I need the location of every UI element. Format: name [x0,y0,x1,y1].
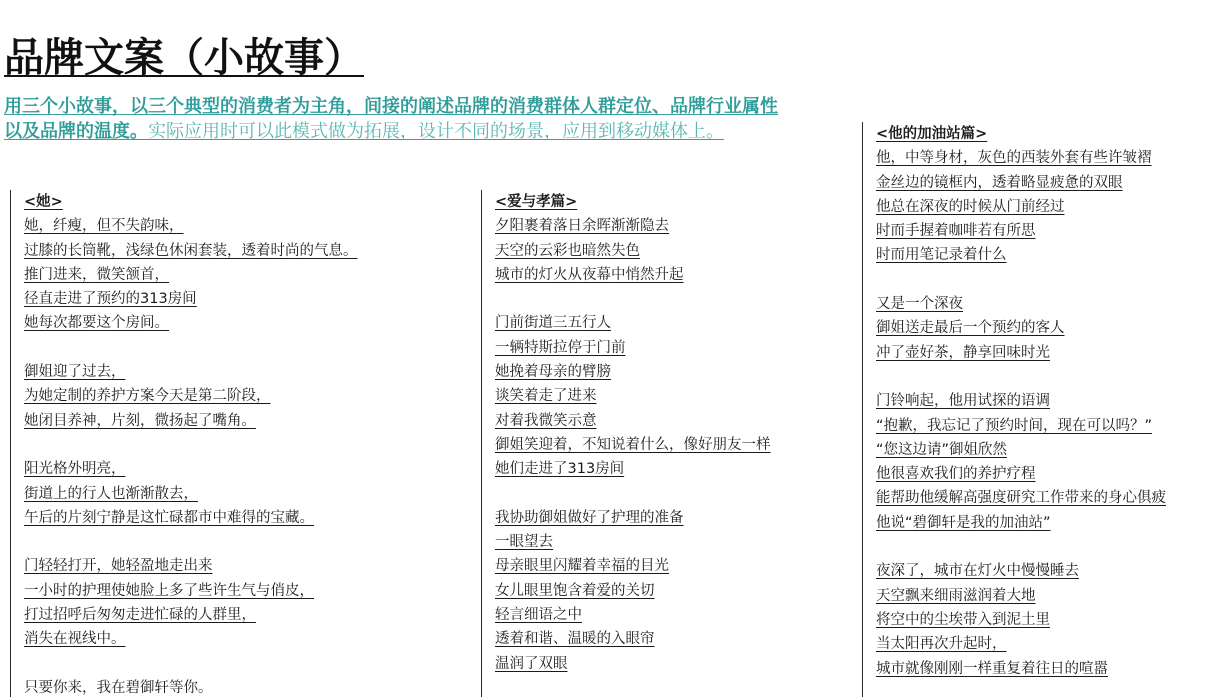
story-line-text: 天空飘来细雨滋润着大地 [876,587,1036,604]
story-line [24,239,479,263]
story-lines [495,190,840,676]
story-line [876,292,1210,316]
story-line [24,263,479,287]
story-line-text: 城市就像刚刚一样重复着往日的喧嚣 [876,660,1108,677]
story-line-text: 消失在视线中。 [24,631,126,648]
intro-paragraph [4,95,784,144]
story-line-text: 径直走进了预约的313房间 [24,291,197,308]
story-line [24,311,479,335]
story-line [495,554,840,578]
story-line-text: 街道上的行人也渐渐散去， [24,485,198,502]
story-line-text: 推门进来，微笑颔首， [24,266,169,283]
story-heading-text: <他的加油站篇> [876,126,988,142]
story-line-text: 她们走进了313房间 [495,461,625,478]
story-line-text: “抱歉，我忘记了预约时间，现在可以吗？” [876,417,1153,434]
story-heading-text: <她> [24,194,63,210]
story-line-text: 一辆特斯拉停于门前 [495,339,626,356]
story-line [876,341,1210,365]
story-line-text: 他，中等身材，灰色的西装外套有些许皱褶 [876,150,1152,167]
story-line-text: 母亲眼里闪耀着幸福的目光 [495,558,669,575]
story-line [495,579,840,603]
story-line-text: 将空中的尘埃带入到泥土里 [876,611,1050,628]
story-line [876,559,1210,583]
column-rule [481,190,482,697]
story-line-text: 门前街道三五行人 [495,315,611,332]
story-line-text: 又是一个深夜 [876,296,963,313]
story-line [495,530,840,554]
story-line-text: 她，纤瘦，但不失韵味， [24,218,184,235]
story-line-text: 温润了双眼 [495,655,568,672]
story-line-text: 御姐送走最后一个预约的客人 [876,320,1065,337]
story-line-text: 时而手握着咖啡若有所思 [876,223,1036,240]
story-line-text: 透着和谐、温暖的入眼帘 [495,631,655,648]
story-line-text: 御姐迎了过去， [24,364,126,381]
story-line [876,243,1210,267]
story-line-text: 能帮助他缓解高强度研究工作带来的身心俱疲 [876,490,1166,507]
story-line-text: 一眼望去 [495,534,553,551]
story-line-text: 谈笑着走了进来 [495,388,597,405]
story-line [495,214,840,238]
story-line-text: 天空的云彩也暗然失色 [495,242,640,259]
story-line-text: 过膝的长筒靴，浅绿色休闲套装，透着时尚的气息。 [24,242,358,259]
story-line-text: 她挽着母亲的臂膀 [495,364,611,381]
story-line [24,603,479,627]
story-line-text: 她闭目养神，片刻，微扬起了嘴角。 [24,412,256,429]
story-line-text: 城市的灯火从夜幕中悄然升起 [495,266,684,283]
story-line-text: 对着我微笑示意 [495,412,597,429]
story-line [24,214,479,238]
story-line [876,608,1210,632]
stanza-gap [876,535,1210,559]
story-lines [24,190,479,700]
story-line [495,409,840,433]
story-lines [876,122,1210,681]
stanza-gap [24,336,479,360]
story-line-text: 夕阳裹着落日余晖渐渐隐去 [495,218,669,235]
page-title: 品牌文案（小故事） [4,35,364,81]
story-line [24,627,479,651]
story-line [495,239,840,263]
story-line [24,360,479,384]
story-line-text: 女儿眼里饱含着爱的关切 [495,582,655,599]
story-heading [876,122,1210,146]
story-line [495,336,840,360]
story-line [876,146,1210,170]
story-line [495,263,840,287]
story-line [24,409,479,433]
story-line-text: 门轻轻打开，她轻盈地走出来 [24,558,213,575]
story-line [876,438,1210,462]
story-line [876,171,1210,195]
story-line [24,384,479,408]
story-line [495,384,840,408]
story-heading-text: <爱与孝篇> [495,194,578,210]
intro-lead: 用三个小故事，以三个典型的消费者为主角，间接的阐述品牌的消费群体人群定位、品牌行业属性以及品牌的温度。 [4,96,778,142]
stanza-gap [876,268,1210,292]
story-line [876,511,1210,535]
story-line-text: 御姐笑迎着，不知说着什么，像好朋友一样 [495,436,771,453]
story-column-his-gas-station [862,122,1210,681]
story-line-text: 她每次都要这个房间。 [24,315,169,332]
story-line-text: 轻言细语之中 [495,607,582,624]
story-line [495,360,840,384]
story-line-text: 金丝边的镜框内，透着略显疲惫的双眼 [876,174,1123,191]
story-line-text: 夜深了，城市在灯火中慢慢睡去 [876,563,1079,580]
story-line [495,506,840,530]
story-line-text: 他很喜欢我们的养护疗程 [876,466,1036,483]
story-line-text: 时而用笔记录着什么 [876,247,1007,264]
column-rule [862,122,863,697]
story-line-text: 他说“碧御轩是我的加油站” [876,514,1051,531]
story-heading [495,190,840,214]
story-line-text: 他总在深夜的时候从门前经过 [876,198,1065,215]
story-line [876,486,1210,510]
story-line [876,632,1210,656]
story-line-text: 门铃响起，他用试探的语调 [876,393,1050,410]
story-heading [24,190,479,214]
story-line [876,657,1210,681]
story-line [495,603,840,627]
story-line [24,579,479,603]
story-column-love-and-filial-piety [481,190,840,676]
story-line [24,457,479,481]
story-closing-line-text: 只要你来，我在碧御轩等你。 [24,679,213,696]
story-line-text: 当太阳再次升起时， [876,636,1007,653]
story-line-text: 冲了壶好茶，静享回味时光 [876,344,1050,361]
story-line [24,506,479,530]
story-line-text: 阳光格外明亮， [24,461,126,478]
stanza-gap [876,365,1210,389]
story-line-text: “您这边请”御姐欣然 [876,441,1008,458]
story-line [495,311,840,335]
story-line [876,462,1210,486]
column-rule [10,190,11,697]
story-line [495,457,840,481]
story-line [876,389,1210,413]
story-line [876,584,1210,608]
story-line [24,287,479,311]
story-column-her [10,190,479,700]
story-line-text: 为她定制的养护方案今天是第二阶段， [24,388,271,405]
story-line [24,554,479,578]
story-line-text: 一小时的护理使她脸上多了些许生气与俏皮， [24,582,314,599]
stanza-gap [24,652,479,676]
story-line [876,316,1210,340]
story-line [876,195,1210,219]
story-closing-line [24,676,479,700]
story-line [24,482,479,506]
stanza-gap [495,482,840,506]
stanza-gap [495,287,840,311]
stanza-gap [24,433,479,457]
story-line [495,627,840,651]
stanza-gap [24,530,479,554]
story-line-text: 我协助御姐做好了护理的准备 [495,509,684,526]
story-line [876,219,1210,243]
story-line [876,414,1210,438]
story-line [495,433,840,457]
story-line-text: 午后的片刻宁静是这忙碌都市中难得的宝藏。 [24,509,314,526]
story-line-text: 打过招呼后匆匆走进忙碌的人群里， [24,607,256,624]
intro-rest: 实际应用时可以此模式做为拓展，设计不同的场景，应用到移动媒体上。 [148,120,724,142]
story-line [495,652,840,676]
